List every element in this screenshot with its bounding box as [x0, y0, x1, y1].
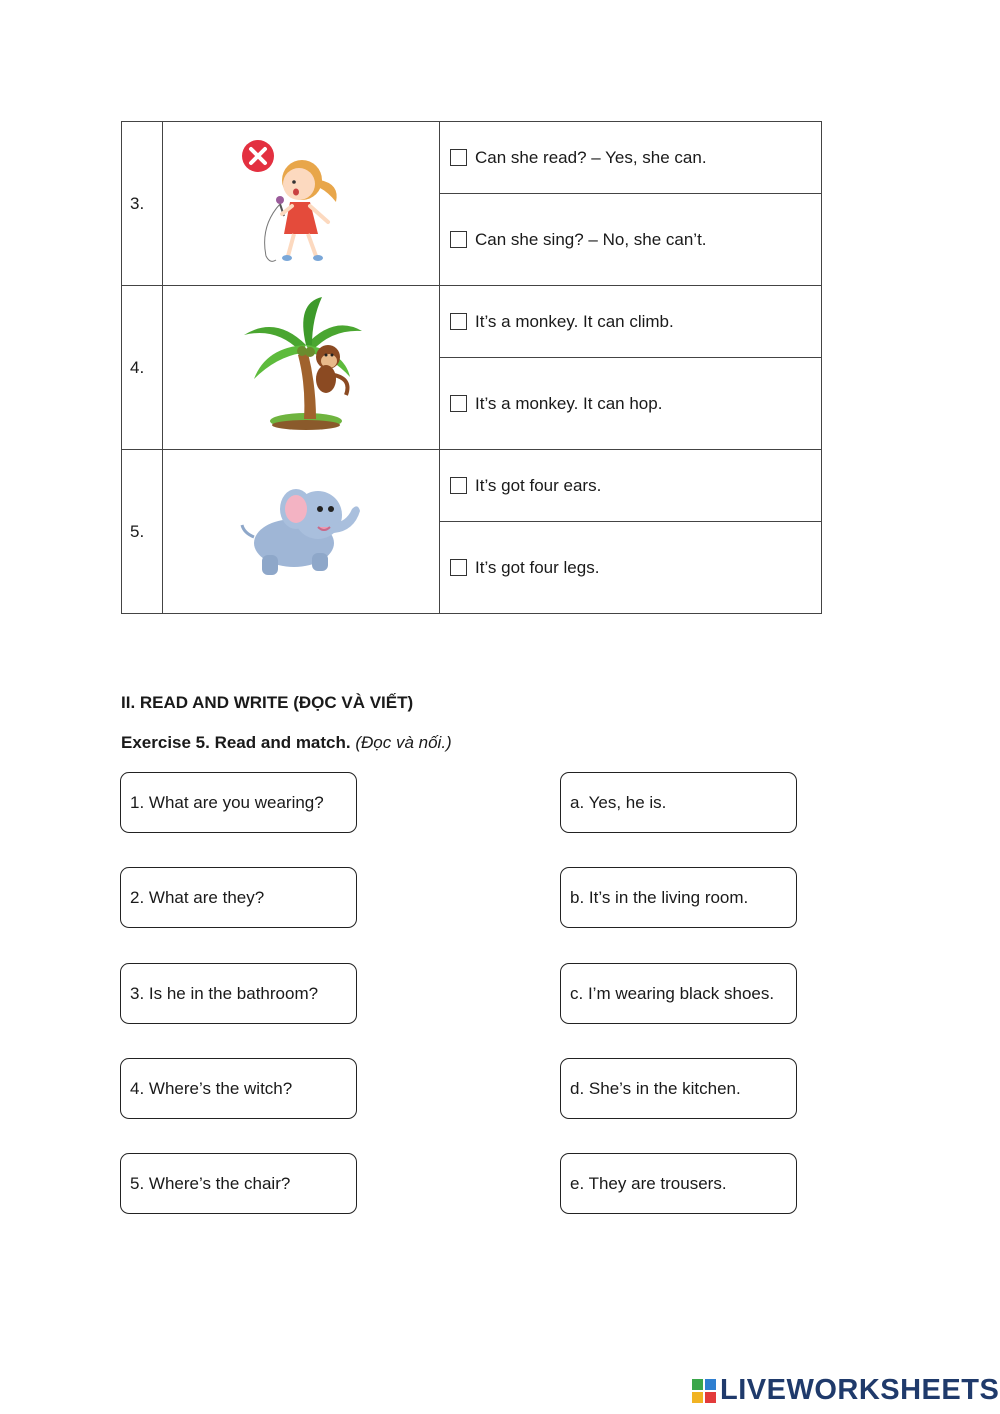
elephant-illustration	[236, 479, 366, 579]
checkbox[interactable]	[450, 395, 467, 412]
option-cell	[440, 122, 822, 194]
elephant-image	[163, 450, 440, 614]
checkbox[interactable]	[450, 149, 467, 166]
option-text: It’s got four legs.	[475, 557, 600, 577]
row-number: 3.	[122, 122, 163, 286]
exercise-title	[121, 733, 452, 753]
logo-grid-icon	[692, 1379, 716, 1403]
option-cell	[440, 358, 822, 450]
question-box-4[interactable]: 4. Where’s the witch?	[120, 1058, 357, 1119]
question-box-2[interactable]: 2. What are they?	[120, 867, 357, 928]
section-title: II. READ AND WRITE (ĐỌC VÀ VIẾT)	[121, 693, 414, 712]
option-cell	[440, 194, 822, 286]
option-cell	[440, 522, 822, 614]
choice-table	[121, 121, 822, 614]
answer-box-b[interactable]: b. It’s in the living room.	[560, 867, 797, 928]
option-cell	[440, 286, 822, 358]
exercise-title-bold: Exercise 5. Read and match.	[121, 733, 351, 752]
logo-text: LIVEWORKSHEETS	[720, 1374, 1000, 1406]
option-text: It’s a monkey. It can hop.	[475, 393, 663, 413]
checkbox[interactable]	[450, 313, 467, 330]
table-row	[122, 122, 822, 194]
answer-box-e[interactable]: e. They are trousers.	[560, 1153, 797, 1214]
table-row	[122, 450, 822, 522]
question-box-3[interactable]: 3. Is he in the bathroom?	[120, 963, 357, 1024]
table-row	[122, 286, 822, 358]
answer-box-d[interactable]: d. She’s in the kitchen.	[560, 1058, 797, 1119]
monkey-image	[163, 286, 440, 450]
question-box-1[interactable]: 1. What are you wearing?	[120, 772, 357, 833]
option-text: It’s a monkey. It can climb.	[475, 311, 674, 331]
row-number: 4.	[122, 286, 163, 450]
option-text: Can she sing? – No, she can’t.	[475, 229, 707, 249]
option-cell	[440, 450, 822, 522]
option-text: It’s got four ears.	[475, 475, 602, 495]
row-number: 5.	[122, 450, 163, 614]
checkbox[interactable]	[450, 559, 467, 576]
monkey-tree-illustration	[236, 295, 366, 435]
checkbox[interactable]	[450, 477, 467, 494]
liveworksheets-logo	[692, 1374, 999, 1407]
answer-box-c[interactable]: c. I’m wearing black shoes.	[560, 963, 797, 1024]
girl-singing-illustration	[236, 136, 366, 266]
exercise-title-italic: (Đọc và nối.)	[355, 733, 452, 752]
answer-box-a[interactable]: a. Yes, he is.	[560, 772, 797, 833]
checkbox[interactable]	[450, 231, 467, 248]
option-text: Can she read? – Yes, she can.	[475, 147, 707, 167]
girl-singing-image	[163, 122, 440, 286]
question-box-5[interactable]: 5. Where’s the chair?	[120, 1153, 357, 1214]
